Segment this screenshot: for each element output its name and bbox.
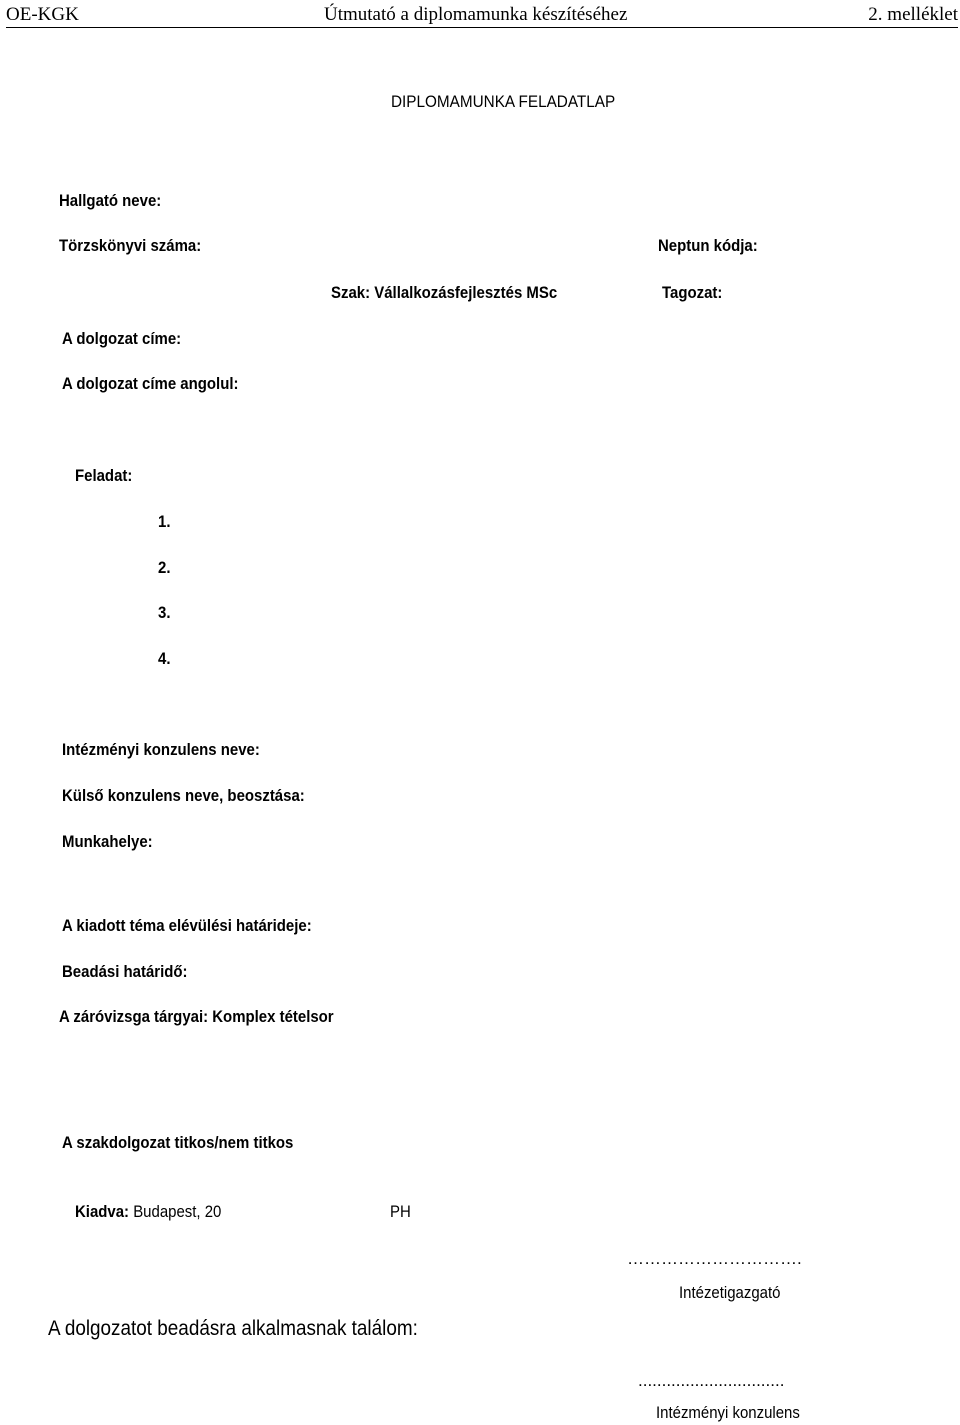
header-document-title: Útmutató a diplomamunka készítéséhez: [324, 4, 628, 25]
consultant-title: Intézményi konzulens: [656, 1403, 800, 1422]
task-label: Feladat:: [75, 466, 133, 485]
registry-number-label: Törzskönyvi száma:: [59, 236, 202, 255]
thesis-title-english-label: A dolgozat címe angolul:: [62, 374, 239, 393]
task-item-3: 3.: [158, 603, 171, 622]
track-label: Tagozat:: [662, 283, 723, 302]
topic-expiry-label: A kiadott téma elévülési határideje:: [62, 916, 312, 935]
approval-statement: A dolgozatot beadásra alkalmasnak találom:: [48, 1317, 418, 1340]
submission-deadline-label: Beadási határidő:: [62, 962, 188, 981]
task-item-4: 4.: [158, 649, 171, 668]
issued-place-date: Budapest, 20: [129, 1202, 222, 1221]
consultant-signature-line: ...............................: [638, 1371, 785, 1390]
student-name-label: Hallgató neve:: [59, 191, 162, 210]
workplace-label: Munkahelye:: [62, 832, 153, 851]
final-exam-subjects-label: A záróvizsga tárgyai: Komplex tételsor: [59, 1007, 334, 1026]
neptun-code-label: Neptun kódja:: [658, 236, 758, 255]
thesis-title-label: A dolgozat címe:: [62, 329, 182, 348]
internal-consultant-label: Intézményi konzulens neve:: [62, 740, 260, 759]
header-appendix: 2. melléklet: [868, 4, 958, 25]
form-title: DIPLOMAMUNKA FELADATLAP: [391, 92, 616, 111]
issued-label: Kiadva:: [75, 1202, 130, 1221]
director-title: Intézetigazgató: [679, 1283, 781, 1302]
task-item-2: 2.: [158, 558, 171, 577]
major-label: Szak: Vállalkozásfejlesztés MSc: [331, 283, 558, 302]
external-consultant-label: Külső konzulens neve, beosztása:: [62, 786, 305, 805]
stamp-placeholder: PH: [390, 1202, 411, 1221]
issued-line: [75, 1203, 221, 1220]
task-item-1: 1.: [158, 512, 171, 531]
confidentiality-label: A szakdolgozat titkos/nem titkos: [62, 1133, 294, 1152]
header-institution: OE-KGK: [6, 4, 79, 25]
director-signature-line: ………………………….: [627, 1249, 802, 1268]
page-header: [6, 0, 958, 28]
